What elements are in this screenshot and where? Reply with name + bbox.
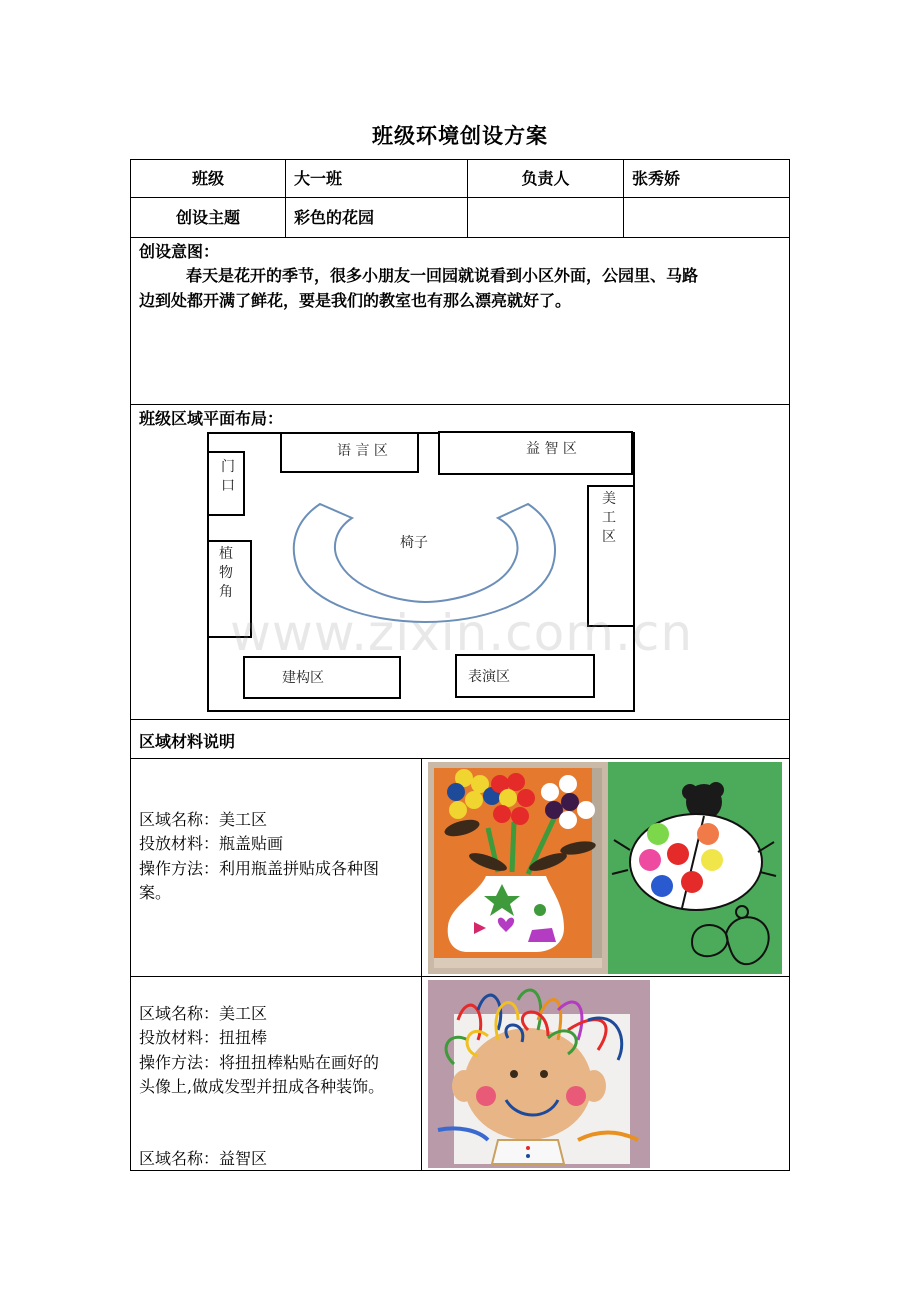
chairs-label: 椅子 <box>400 535 428 551</box>
item3-name: 区域名称：益智区 <box>139 1149 268 1168</box>
door-label: 门 口 <box>221 459 235 494</box>
item2-name: 区域名称：美工区 <box>139 1004 268 1023</box>
bottle-cap-flower-photo <box>428 762 608 974</box>
item2-method-line1: 操作方法：将扭扭棒粘贴在画好的 <box>139 1053 380 1072</box>
document-title: 班级环境创设方案 <box>372 124 548 148</box>
item2-method-line2: 头像上,做成发型并扭成各种装饰。 <box>139 1077 385 1096</box>
class-value: 大一班 <box>294 169 343 188</box>
language-area-label: 语 言 区 <box>337 443 388 459</box>
watermark: www.zixin.com.cn <box>230 604 694 662</box>
build-area-label: 建构区 <box>282 670 324 686</box>
theme-value: 彩色的花园 <box>294 208 375 227</box>
plant-corner-label: 植 物 角 <box>219 546 233 600</box>
puzzle-area-label: 益 智 区 <box>526 441 577 457</box>
intent-line-1: 春天是花开的季节，很多小朋友一回园就说看到小区外面，公园里、马路 <box>186 266 699 285</box>
layout-label: 班级区域平面布局： <box>139 409 284 428</box>
art-area-label: 美 工 区 <box>602 491 616 545</box>
item1-method-line2: 案。 <box>139 883 172 902</box>
intent-line-2: 边到处都开满了鲜花，要是我们的教室也有那么漂亮就好了。 <box>139 291 572 310</box>
item1-material: 投放材料：瓶盖贴画 <box>139 834 284 853</box>
theme-label: 创设主题 <box>175 208 240 227</box>
pipe-cleaner-face-photo <box>428 980 650 1168</box>
perform-area-label: 表演区 <box>468 669 510 685</box>
item1-name: 区域名称：美工区 <box>139 810 268 829</box>
owner-value: 张秀娇 <box>632 169 681 188</box>
item2-material: 投放材料：扭扭棒 <box>139 1028 268 1047</box>
ladybug-collage-photo <box>608 762 782 974</box>
item1-method-line1: 操作方法：利用瓶盖拼贴成各种图 <box>139 859 380 878</box>
materials-label: 区域材料说明 <box>139 732 236 751</box>
class-label: 班级 <box>191 169 224 188</box>
intent-label: 创设意图： <box>139 242 220 261</box>
owner-label: 负责人 <box>521 169 570 188</box>
